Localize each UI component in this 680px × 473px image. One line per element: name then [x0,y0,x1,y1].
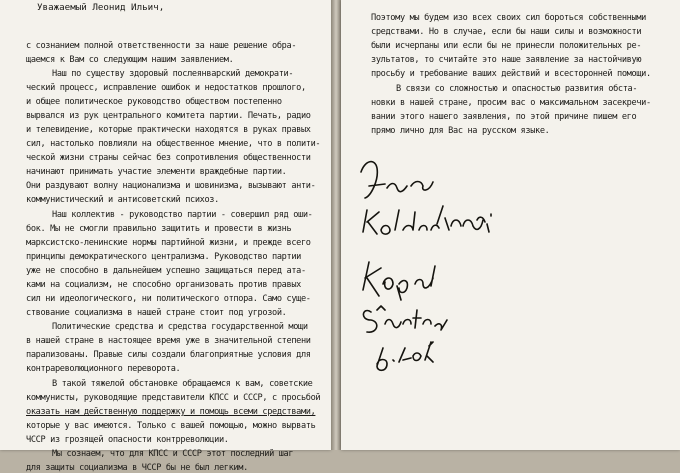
body-line: ками на социализм, не способно организовать против правых [26,280,301,290]
body-line: новки в нашей стране, просим вас о максимальном засекречи- [371,98,651,108]
body-line: вании этого нашего заявления, по этой причине пишем его [371,112,637,122]
body-line: коммунисты, руководящие представители КПСС и СССР, с просьбой [26,393,321,403]
body-line: бок. Мы не смогли правильно защитить и провести в жизнь [26,224,292,234]
body-line: начинают принимать участие элементи враждебные партии. [26,167,287,177]
signature-kapek [363,262,435,300]
body-line: которые у вас имеются. Только с вашей помощью, можно вырвать [26,421,316,431]
body-line: контрареволюционного переворота. [26,364,181,374]
body-line: и общее политическое руководство обществом постепенно [26,97,282,107]
body-line: Мы сознаем, что для КПСС и СССР этот последний шаг [52,449,294,459]
body-line: ЧССР из грозящей опасности контрреволюции. [26,435,229,445]
signature-svestka [363,306,447,332]
body-line: ствование социализма в нашей стране стоит под угрозой. [26,308,287,318]
body-line: и телевидение, которые практически находятся в руках правых [26,125,311,135]
body-line: Наш коллектив - руководство партии - совершил ряд оши- [52,210,313,220]
body-line: коммунистический и антисоветский психоз. [26,195,219,205]
body-line: ческой жизни страны сейчас без сопротивления общественности [26,153,311,163]
body-line: для защиты социализма в ЧССР бы не был легким. [26,463,248,473]
body-line: сил ни идеологического, ни политического отпора. Само суще- [26,294,311,304]
body-line: В такой тяжелой обстановке обращаемся к вам, советские [52,379,313,389]
signature-indra [361,162,433,198]
body-line: Наш по существу здоровый послеянварский демократи- [52,69,294,79]
body-line: просьбу и требование ваших действий и всесторонней помощи. [371,69,651,79]
body-line: средствами. Но в случае, если бы наши силы и возможности [371,27,642,37]
body-line: Политические средства и средства государственной мощи [52,322,308,332]
body-line: Поэтому мы будем изо всех своих сил бороться собственными [371,13,646,23]
body-line: в нашей стране в настоящее время уже в значительной степени [26,336,311,346]
body-line: парализованы. Правые силы создали благоприятные условия для [26,350,311,360]
body-line: уже не способно в дальнейшем успешно защищаться перед ата- [26,266,306,276]
signature-bilak [377,342,433,370]
signature-kolder [363,206,491,234]
body-line: ческий процесс, исправление ошибок и недостатков прошлого, [26,83,306,93]
body-line: В связи со сложностью и опасностью развития обста- [396,84,638,94]
body-line: принципы демократического централизма. Руководство партии [26,252,301,262]
body-line: Они раздувают волну национализма и шовинизма, вызывают анти- [26,181,316,191]
salutation: Уважаемый Леонид Ильич, [37,2,165,13]
body-line: марксистско-ленинские нормы партийной жизни, и прежде всего [26,238,311,248]
letter-page-right [341,0,680,450]
letter-page-left [0,0,331,473]
body-line: сил, настолько повлияли на общественное мнение, что в полити- [26,139,321,149]
book-gutter [331,0,341,450]
body-line-underlined: оказать нам действенную поддержку и помощь всеми средствами, [26,407,316,417]
handwritten-signatures [341,0,680,450]
body-line: прямо лично для Вас на русском языке. [371,126,550,136]
body-line: с сознанием полной ответственности за наше решение обра- [26,41,297,51]
body-line: вырвался из рук центрального комитета партии. Печать, радио [26,111,311,121]
body-line: зультатов, то считайте это наше заявление за настойчивую [371,55,642,65]
body-line: щаемся к Вам со следующим нашим заявлением. [26,55,234,65]
body-line: были исчерпаны или если бы не принесли положительных ре- [371,41,642,51]
